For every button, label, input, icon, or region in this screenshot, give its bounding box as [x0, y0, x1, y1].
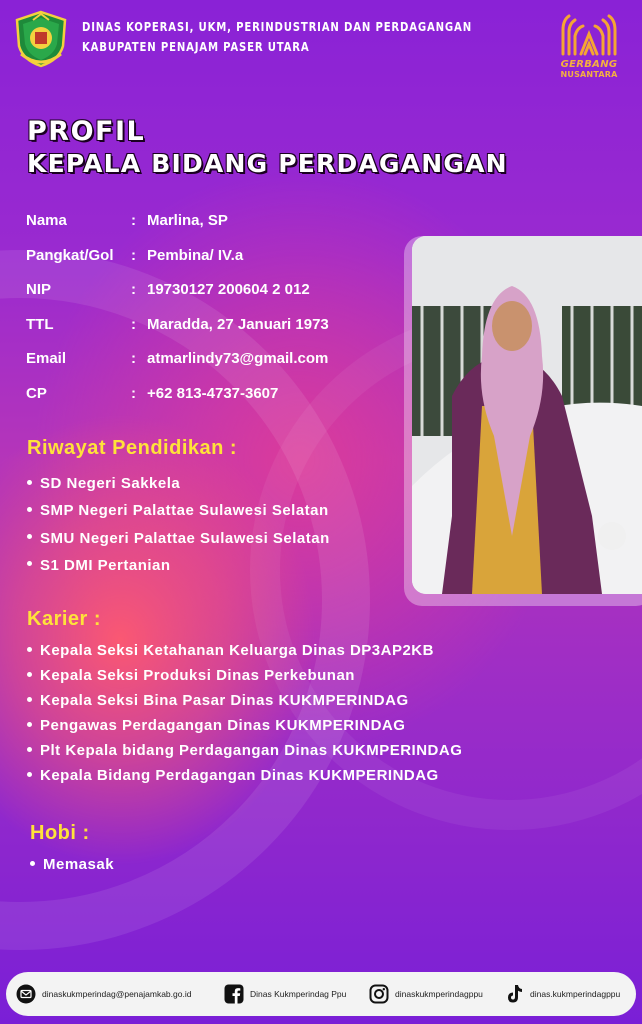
- contact-footer: [6, 972, 636, 1016]
- tiktok-text: dinas.kukmperindagppu: [530, 989, 621, 999]
- info-label: TTL: [26, 315, 54, 333]
- info-row-nama: [26, 212, 386, 247]
- agency-name: [82, 17, 472, 57]
- info-label: CP: [26, 384, 47, 402]
- bullet-icon: [27, 534, 32, 539]
- info-colon: :: [131, 315, 136, 333]
- info-label: Pangkat/Gol: [26, 246, 114, 264]
- karier-item: Pengawas Perdagangan Dinas KUKMPERINDAG: [40, 717, 406, 734]
- info-value: Pembina/ IV.a: [147, 246, 244, 264]
- info-colon: :: [131, 246, 136, 264]
- karier-item: Plt Kepala bidang Perdagangan Dinas KUKMPERINDAG: [40, 742, 463, 759]
- header: [0, 0, 642, 80]
- info-colon: :: [131, 350, 136, 368]
- hobi-list: [30, 856, 114, 873]
- info-row-nip: [26, 281, 386, 316]
- list-item: [27, 692, 462, 717]
- karier-list: [27, 642, 462, 792]
- pendidikan-item: S1 DMI Pertanian: [40, 556, 171, 574]
- footer-instagram[interactable]: [369, 984, 483, 1004]
- bullet-icon: [27, 507, 32, 512]
- bullet-icon: [27, 697, 32, 702]
- info-value: Maradda, 27 Januari 1973: [147, 315, 329, 333]
- nusantara-text: NUSANTARA: [560, 70, 618, 79]
- list-item: [27, 530, 330, 557]
- hobi-heading: Hobi :: [30, 822, 90, 844]
- bullet-icon: [27, 672, 32, 677]
- hobi-item: Memasak: [43, 856, 115, 873]
- profile-photo: [412, 236, 642, 594]
- bullet-icon: [27, 561, 32, 566]
- footer-email[interactable]: [16, 984, 191, 1004]
- agency-line-2: KABUPATEN PENAJAM PASER UTARA: [82, 39, 310, 54]
- footer-tiktok[interactable]: [506, 984, 620, 1004]
- list-item: [27, 557, 330, 584]
- list-item: [27, 717, 462, 742]
- footer-facebook[interactable]: [224, 984, 346, 1004]
- karier-item: Kepala Bidang Perdagangan Dinas KUKMPERINDAG: [40, 767, 439, 784]
- email-text: dinaskukmperindag@penajamkab.go.id: [42, 989, 192, 999]
- info-row-ttl: [26, 316, 386, 351]
- info-colon: :: [131, 384, 136, 402]
- karier-item: Kepala Seksi Produksi Dinas Perkebunan: [40, 667, 355, 684]
- bullet-icon: [30, 861, 35, 866]
- bullet-icon: [27, 647, 32, 652]
- page-title: [27, 116, 508, 180]
- info-value: Marlina, SP: [147, 212, 228, 229]
- pendidikan-item: SD Negeri Sakkela: [40, 475, 181, 492]
- karier-item: Kepala Seksi Bina Pasar Dinas KUKMPERINDAG: [40, 692, 409, 709]
- info-label: NIP: [26, 281, 52, 299]
- facebook-icon: [224, 984, 244, 1004]
- info-value: 19730127 200604 2 012: [147, 281, 310, 299]
- pendidikan-heading: Riwayat Pendidikan :: [27, 437, 238, 459]
- list-item: [27, 742, 462, 767]
- instagram-text: dinaskukmperindagppu: [395, 989, 483, 999]
- bullet-icon: [27, 722, 32, 727]
- gerbang-text: GERBANG: [560, 59, 618, 70]
- info-row-email: [26, 350, 386, 385]
- info-value: +62 813-4737-3607: [147, 384, 279, 402]
- info-value: atmarlindy73@gmail.com: [147, 350, 329, 368]
- info-label: Nama: [26, 212, 67, 229]
- info-colon: :: [131, 212, 136, 229]
- list-item: [27, 642, 462, 667]
- pendidikan-item: SMU Negeri Palattae Sulawesi Selatan: [40, 529, 330, 547]
- bullet-icon: [27, 747, 32, 752]
- facebook-text: Dinas Kukmperindag Ppu: [250, 989, 347, 999]
- karier-heading: Karier :: [27, 608, 102, 630]
- title-line-1: PROFIL: [27, 116, 146, 147]
- instagram-icon: [369, 984, 389, 1004]
- bullet-icon: [27, 480, 32, 485]
- email-icon: [16, 984, 36, 1004]
- info-label: Email: [26, 350, 67, 368]
- list-item: [27, 475, 330, 502]
- list-item: [27, 667, 462, 692]
- bullet-icon: [27, 772, 32, 777]
- karier-item: Kepala Seksi Ketahanan Keluarga Dinas DP3AP2KB: [40, 642, 434, 659]
- list-item: [27, 767, 462, 792]
- info-row-cp: [26, 385, 386, 420]
- info-colon: :: [131, 281, 136, 299]
- pendidikan-list: [27, 475, 330, 584]
- profile-info: [26, 212, 386, 420]
- info-row-pangkat: [26, 247, 386, 282]
- pendidikan-item: SMP Negeri Palattae Sulawesi Selatan: [40, 502, 329, 520]
- agency-line-1: DINAS KOPERASI, UKM, PERINDUSTRIAN DAN PERDAGANGAN: [82, 19, 472, 34]
- gerbang-logo: [556, 10, 622, 80]
- list-item: [27, 502, 330, 529]
- list-item: [30, 856, 114, 873]
- title-line-2: KEPALA BIDANG PERDAGANGAN: [27, 149, 508, 178]
- emblem-logo: [13, 10, 69, 68]
- tiktok-icon: [506, 984, 524, 1004]
